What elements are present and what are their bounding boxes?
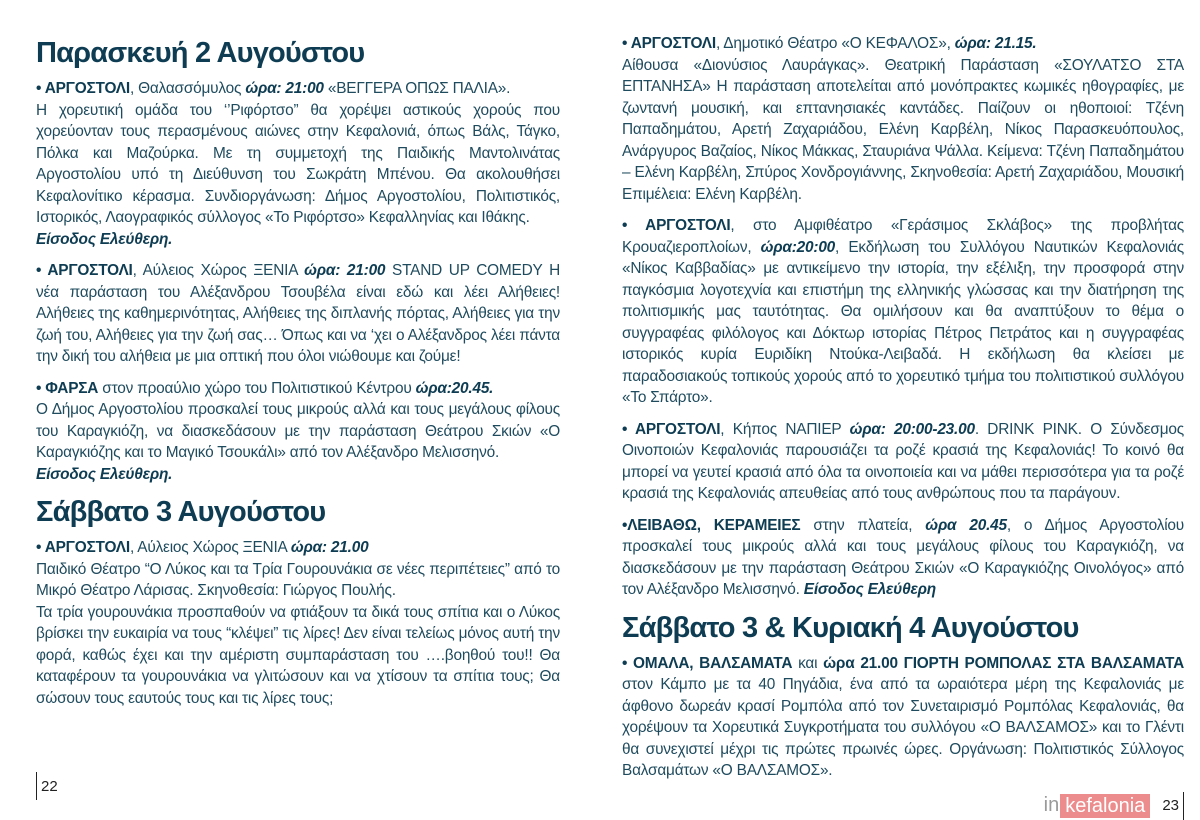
event-text: , Κήπος ΝΑΠΙΕΡ bbox=[720, 420, 850, 438]
event-text: Παιδικό Θέατρο “Ο Λύκος και τα Τρία Γουρουνάκια σε νέες περιπέτειες” από το Μικρό Θέατρο Λάρισας. Σκηνοθεσία: Γιώργος Πουλής. bbox=[36, 560, 560, 599]
event-location: ώρα 21.00 ΓΙΟΡΤΗ ΡΟΜΠΟΛΑΣ ΣΤΑ ΒΑΛΣΑΜΑΤΑ bbox=[823, 654, 1185, 672]
event-location: • ΑΡΓΟΣΤΟΛΙ bbox=[36, 80, 130, 97]
event-time: ώρα: 20:00-23.00 bbox=[849, 420, 975, 438]
event-location: • ΑΡΓΟΣΤΟΛΙ bbox=[36, 262, 133, 279]
event-time: Είσοδος Ελεύθερη. bbox=[36, 465, 173, 483]
event-text: Αίθουσα «Διονύσιος Λαυράγκας». Θεατρική Παράσταση «ΣΟΥΛΑΤΣΟ ΣΤΑ ΕΠΤΑΝΗΣΑ» Η παράσταση αποτελείται από μονόπρακτες κωμικές ηθογραφίες, με ζωντανή μουσική, και επτανησιακές καντάδες. Παίζουν οι ηθοποιοί: Τζένη Παπαδημάτου, Αρετή Ζαχαριάδου, Ελένη Καρβέλη, Νίκος Παρασκευόπουλος, Ανάργυρος Βαζαίος, Νίκος Μάκκας, Σταυριάνα Ψάλλα. Κείμενα: Τζένη Παπαδημάτου – Ελένη Καρβέλη, Σπύρος Χονδρογιάννης, Σκηνοθεσία: Αρετή Ζαχαριάδου, Μουσική Επιμέλεια: Ελένη Καρβέλη. bbox=[622, 56, 1184, 203]
event-text: , Αύλειος Χώρος ΞΕΝΙΑ bbox=[129, 539, 291, 556]
page-number: 23 bbox=[1162, 797, 1179, 814]
event-time: ώρα: 21.00 bbox=[290, 539, 369, 556]
section-heading-saturday: Σάββατο 3 Αυγούστου bbox=[36, 496, 326, 528]
event-text: στον Κάμπο με τα 40 Πηγάδια, ένα από τα ωραιότερα μέρη της Κεφαλονιάς με άφθονο δωρεάν κρασί Ρομπόλα από τον Συνεταιρισμό Ρομπόλας Κεφαλονιάς, θα χορέψουν τα Χορευτικά Συγκροτήματα του συλλόγου «Ο ΒΑΛΣΑΜΟΣ» και το Γλέντι θα συνεχιστεί μέχρι τις πρώτες πρωινές ώρες. Οργάνωση: Πολιτιστικός Σύλλογος Βαλσαμάτων «Ο ΒΑΛΣΑΜΟΣ». bbox=[622, 676, 1184, 779]
section-heading-weekend: Σάββατο 3 & Κυριακή 4 Αυγούστου bbox=[622, 611, 1079, 644]
event-text: , ο Δήμος Αργοστολίου προσκαλεί τους μικρούς αλλά και τους μεγάλους φίλους του Καραγκιόζη, να διασκεδάσουν με την παράσταση Θεάτρου Σκιών «Ο Καραγκιόζης Οινολόγος» από τον Αλέξανδρο Μελισσηνό. bbox=[622, 516, 1184, 598]
event-location: • ΦΑΡΣΑ bbox=[36, 379, 99, 397]
page-footer bbox=[36, 772, 560, 800]
event-text: , στο Αμφιθέατρο «Γεράσιμος Σκλάβος» της προβλήτας Κρουαζιεροπλοίων, bbox=[622, 217, 1184, 256]
event-location: • ΑΡΓΟΣΤΟΛΙ bbox=[622, 35, 716, 52]
event-text: και bbox=[792, 654, 824, 672]
page-divider-line bbox=[1183, 792, 1184, 820]
event-time: ώρα:20.45. bbox=[415, 379, 494, 397]
page-number: 22 bbox=[41, 777, 58, 795]
event-time: ώρα 20.45 bbox=[925, 516, 1007, 534]
event-time: Είσοδος Ελεύθερη. bbox=[36, 230, 173, 248]
event-text: «ΒΕΓΓΕΡΑ ΟΠΩΣ ΠΑΛΙΑ». bbox=[323, 80, 511, 97]
event-time: ώρα:20:00 bbox=[760, 238, 836, 256]
watermark-logo bbox=[1043, 794, 1151, 818]
event-location: •ΛΕΙΒΑΘΩ, ΚΕΡΑΜΕΙΕΣ bbox=[622, 516, 801, 534]
section-heading-friday: Παρασκευή 2 Αυγούστου bbox=[36, 37, 365, 69]
event-listing bbox=[622, 215, 1184, 409]
event-listing bbox=[36, 78, 560, 250]
event-text: . DRINK PINK. Ο Σύνδεσμος Οινοποιών Κεφαλονιάς παρουσιάζει τα ροζέ κρασιά της Κεφαλονιάς! Το κοινό θα μπορεί να γευτεί κρασιά από όλα τα οινοποιεία και να μάθει περισσότερα για τα ροζέ κρασιά της Κεφαλονιάς απευθείας από τους ανθρώπους που τα παράγουν. bbox=[622, 420, 1184, 502]
watermark-prefix: in bbox=[1043, 794, 1060, 816]
event-text: στην πλατεία, bbox=[800, 516, 926, 534]
event-time: Είσοδος Ελεύθερη bbox=[803, 581, 936, 598]
left-page bbox=[36, 0, 560, 800]
page-footer bbox=[622, 792, 1184, 820]
event-text: , Δημοτικό Θέατρο «Ο ΚΕΦΑΛΟΣ», bbox=[715, 35, 955, 52]
event-listing bbox=[36, 537, 560, 709]
event-text: , Αύλειος Χώρος ΞΕΝΙΑ bbox=[132, 262, 305, 279]
watermark-name: kefalonia bbox=[1060, 794, 1150, 818]
event-location: • ΟΜΑΛΑ, ΒΑΛΣΑΜΑΤΑ bbox=[622, 654, 793, 672]
event-listing bbox=[622, 419, 1184, 505]
event-listing bbox=[622, 33, 1184, 205]
event-location: • ΑΡΓΟΣΤΟΛΙ bbox=[622, 217, 731, 234]
event-text: Ο Δήμος Αργοστολίου προσκαλεί τους μικρούς αλλά και τους μεγάλους φίλους του Καραγκιόζη, να διασκεδάσουν με την παράσταση Θεάτρου Σκιών «Ο Καραγκιόζης και το Μαγικό Τσουκάλι» από τον Αλέξανδρο Μελισσηνό. bbox=[36, 401, 560, 461]
event-location: • ΑΡΓΟΣΤΟΛΙ bbox=[622, 420, 721, 438]
event-time: ώρα: 21:00 bbox=[304, 262, 386, 279]
event-text: , Εκδήλωση του Συλλόγου Ναυτικών Κεφαλονιάς «Νίκος Καββαδίας» με αντικείμενο την ιστορία, την εξέλιξη, την προσφορά στην παγκόσμια λογοτεχνία και επιστήμη της ελληνικής γλώσσας και την διατήρηση της πολιτισμικής μας ταυτότητας. Θα ομιλήσουν και θα αναπτύξουν το θέμα ο συγγραφέας φιλόλογος και Δόκτωρ ιστορίας Πέτρος Πετράτος και η συγγραφέας ιστορικός κυρία Ευριδίκη Ντούκα-Λειβαδά. Η εκδήλωση θα κλείσει με παραδοσιακούς τοπικούς χορούς από το χορευτικό τμήμα του πολιτιστικού συλλόγου «Το Σπάρτο». bbox=[622, 238, 1184, 406]
event-listing bbox=[36, 260, 560, 368]
event-time: ώρα: 21:00 bbox=[245, 80, 324, 97]
event-text: Η χορευτική ομάδα του ‘’Ριφόρτσο” θα χορέψει αστικούς χορούς που χορεύονταν τους περασμένους αιώνες στην Κεφαλονιά, όπως Βάλς, Τάγκο, Πόλκα και Μαζούρκα. Με τη συμμετοχή της Παιδικής Μαντολινάτας Αργοστολίου υπό τη Διεύθυνση του Σωκράτη Μπένου. Θα ακολουθήσει Κεφαλονίτικο κέρασμα. Συνδιοργάνωση: Δήμος Αργοστολίου, Πολιτιστικός, Ιστορικός, Λαογραφικός σύλλογος «Το Ριφόρτσο» Κεφαλληνίας και Ιθάκης. bbox=[36, 101, 560, 226]
event-text: , Θαλασσόμυλος bbox=[129, 80, 246, 97]
right-page bbox=[622, 0, 1184, 820]
event-text: STAND UP COMEDY Η νέα παράσταση του Αλέξανδρου Τσουβέλα είναι εδώ και λέει Αλήθειες! Αλήθειες της καθημερινότητας, Αλήθειες της διπλανής πόρτας, Αλήθειες για την ζωή του, Αλήθειες για την ζωή σας… Όπως και να ‘χει ο Αλέξανδρος λέει πάντα την δική του αλήθεια με μια οπτική που όλοι νιώθουμε και ζούμε! bbox=[36, 262, 560, 365]
event-text: Τα τρία γουρουνάκια προσπαθούν να φτιάξουν τα δικά τους σπίτια και ο Λύκος βρίσκει την ευκαιρία να τους “κλέψει” τις λίρες! Δεν είναι τελείως μόνος αυτή την φορά, καθώς έχει και την αμέριστη συμπαράσταση του ….βοηθού του!! Θα καταφέρουν τα γουρουνάκια να γλιτώσουν και να χτίσουν τα σπίτια τους; Θα σώσουν τους εαυτούς τους και τις λίρες τους; bbox=[36, 603, 560, 707]
event-text: στον προαύλιο χώρο του Πολιτιστικού Κέντρου bbox=[98, 379, 416, 397]
event-location: • ΑΡΓΟΣΤΟΛΙ bbox=[36, 539, 130, 556]
event-time: ώρα: 21.15. bbox=[954, 35, 1037, 52]
event-listing bbox=[622, 515, 1184, 601]
event-listing bbox=[36, 378, 560, 486]
event-listing bbox=[622, 653, 1184, 782]
